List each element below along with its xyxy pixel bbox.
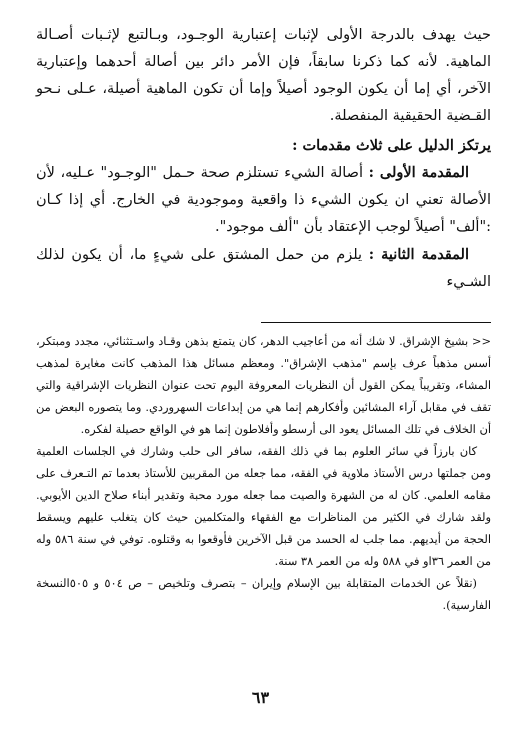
footnote-1: << بشيخ الإشراق. لا شك أنه من أعاجيب الدهر، كان يتمتع بذهن وقـاد واسـتثنائي، مجدد ومبتكر، أسس مذهباً عرف بإسم "مذهب الإشراق". ومعظم مسائل هذا المذهب كانت مغايرة لمذهب المشاء، وتقريباً يمكن القول أن النظريات المعروفة اليوم تحت عنوان النظريات الإشراقية والتي تقف في مقابل آراء المشائين وأفكارهم إنما هي من إبداعات السهروردي. وما يتصوره البعض من أن الخلاف في تلك المسائل يعود الى أرسطو وأفلاطون إنما هو في الواقع حصيلة لفكره. xyxy=(36,334,491,436)
footnotes-section xyxy=(36,330,491,616)
document-page xyxy=(36,22,491,296)
premise-one-text: أصالة الشيء تستلزم صحة حـمل "الوجـود" عـليه، لأن الأصالة تعني ان يكون الشيء ذا واقعية وموجودية في الخارج. أي إذا كـان :"ألف" أصيلاً لوجب الإعتقاد بأن "ألف موجود". xyxy=(36,165,491,235)
premise-two xyxy=(36,241,491,296)
premise-one-label: المقدمة الأولى : xyxy=(368,164,470,181)
section-heading: يرتكز الدليل على ثلاث مقدمات : xyxy=(292,137,491,154)
page-number: ٦٣ xyxy=(251,688,270,707)
footnote-2: كان بارزاً في سائر العلوم بما في ذلك الفقه، سافر الى حلب وشارك في الجلسات العلمية ومن جملتها درس الأستاذ ملاوية في الفقه، مما جعله من المقربين للأستاذ بعدما تم التـعرف على مقامه العلمي. كان له من الشهرة والصيت مما جعله مورد محبة وتقدير أبناء صلاح الدين الأيوبي. ولقد شارك في الكثير من المناظرات مع الفقهاء والمتكلمين حيث كان يتغلب عليهم ويسقط الحجة من أيديهم. مما جلب له الحسد من قبل الآخرين فأوقعوا به وقتلوه. توفي في سنة ٥٨٦ وله من العمر ٣٦او في ٥٨٨ وله من العمر ٣٨ سنة. xyxy=(36,444,491,568)
footnote-separator xyxy=(261,322,491,323)
premise-one xyxy=(36,159,491,241)
footnote-3: (نقلاً عن الخدمات المتقابلة بين الإسلام وإيران – بتصرف وتلخيص – ص ٥٠٤ و ٥٠٥النسخة الفارسية). xyxy=(36,576,491,612)
premise-two-label: المقدمة الثانية : xyxy=(368,246,469,263)
main-body xyxy=(36,22,491,296)
premise-two-text: يلزم من حمل المشتق على شيءٍ ما، أن يكون لذلك الشـيء xyxy=(36,247,491,290)
paragraph-intro: حيث يهدف بالدرجة الأولى لإثبات إعتبارية الوجـود، وبـالتبع لإثـبات أصـالة الماهية. لأنه كما ذكرنا سابقاً، فإن الأمر دائر بين أصالة أحدهما وإعتبارية الآخر، أي إما أن يكون الوجود أصيلاً وإما أن تكون الماهية أصيلة، عـلى نـحو القـضية الحقيقية المنفصلة. xyxy=(36,27,491,124)
